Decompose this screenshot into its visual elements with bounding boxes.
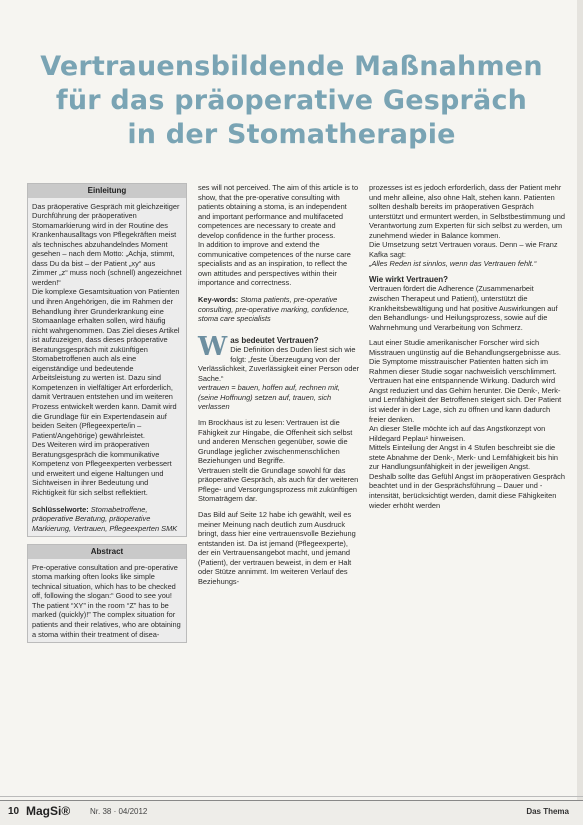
abstract-keywords-label: Key-words:: [198, 295, 239, 305]
vertrauen-paragraph-1: Die Definition des Duden liest sich wie folgt: „feste Überzeugung von der Verlässlichkeit, Zuverlässigkeit einer Person oder Sache.“: [198, 345, 360, 383]
abstract-paragraph-1: Pre-operative consultation and pre-operative stoma marking often looks like simple technical situation, which has to be checked off, following the slogan:“ Good to see you! The patient “XY” in the room “Z” has to be marked (quickly)!” The complex situation for patients and their relatives, who are obtaining a stoma within their treatment of disea-: [32, 562, 181, 639]
wie-wirkt-heading: Wie wirkt Vertrauen?: [369, 274, 449, 284]
title-line-2: für das präoperative Gespräch: [55, 85, 528, 116]
col3-paragraph-3: Vertrauen fördert die Adherence (Zusammenarbeit zwischen Therapeut und Patient), unterstützt die Krankheitsbewältigung und hat positive Auswirkungen auf den Behandlungs- und Heilungsprozess, sowie auf die Wahrnehmung und Verarbeitung von Schmerz.: [369, 284, 558, 332]
vertrauen-paragraph-2: Im Brockhaus ist zu lesen: Vertrauen ist die Fähigkeit zur Hingabe, die Offenheit sich selbst und anderen Menschen gegenüber, sowie die Grundlage jeglicher zwischenmenschlichen Beziehungen und Begriffe.: [198, 418, 353, 466]
article-title: [0, 50, 583, 152]
keywords-text: Stomabetroffene, präoperative Beratung, präoperative Markierung, Vertrauen, Pflegeexperten SMK: [32, 504, 178, 533]
vertrauen-section: [198, 331, 360, 587]
col3-paragraph-4: Laut einer Studie amerikanischer Forscher wird sich Misstrauen ungünstig auf die Behandlungsergebnisse aus. Die Symptome misstrauischer Patienten hatten sich im Rahmen dieser Studie sogar nachweislich verschlimmert.: [369, 338, 561, 376]
col3-paragraph-1: prozesses ist es jedoch erforderlich, dass der Patient mehr und mehr alleine, also ohne Halt, stehen kann. Patienten sollten deshalb bereits im präoperativen Gespräch unterstützt und ermuntert werden, in Selbstbestimmung und Verantwortung zum Experten für sich selbst zu werden, um zunehmend wieder in Balance kommen.: [369, 183, 565, 240]
einleitung-paragraph-3: Des Weiteren wird im präoperativen Beratungsgespräch die kommunikative Kompetenz von Pflegeexperten verbessert und erweitert und eigene Haltungen und Sichtweisen in ihrer Bedeutung und Richtigkeit für sich selbst reflektiert.: [32, 440, 172, 497]
keywords-label: Schlüsselworte:: [32, 504, 89, 514]
einleitung-keywords: [32, 505, 182, 534]
column-1: [27, 183, 187, 643]
page-number: 10: [8, 806, 20, 817]
col3-paragraph-6: An dieser Stelle möchte ich auf das Angstkonzept von Hildegard Peplau¹ hinweisen.: [369, 424, 546, 443]
einleitung-heading: Einleitung: [28, 184, 186, 198]
vertrauen-paragraph-4: Das Bild auf Seite 12 habe ich gewählt, weil es meiner Meinung nach deutlich zum Ausdruck bringt, dass hier eine vertrauensvolle Beziehung entstanden ist. Da ist jemand (Pflegeexperte), der ein Vertrauensangebot macht, und jemand (Patient), der vertrauen beweist, in dem er Halt oder Stütze annimmt. Im weiteren Verlauf des Beziehungs-: [198, 509, 356, 586]
abstract-keywords: [198, 295, 360, 324]
einleitung-paragraph-2: Die komplexe Gesamtsituation von Patienten und ihren Angehörigen, die im Rahmen der Behandlung ihrer Grunderkrankung eine Stomaanlage erhalten sollen, wird häufig nicht wahrgenommen. Das Ziel dieses Artikel ist aufzuzeigen, dass dieses präoperative Beratungsgespräch mit zukünftigen Stomabetroffenen auch als eine eigenständige und bedeutende Arbeitsleistung zu werten ist. Dazu sind Kompetenzen in vielfältiger Art erforderlich, damit Vertrauen entstehen und im weiteren Prozess entwickelt werden kann. Damit wird die Grundlage für ein Expertendasein auf beiden Seiten (Pflegeexperte/in – Patient/Angehörige) gewährleistet.: [32, 287, 180, 440]
issue-info: Nr. 38 · 04/2012: [90, 807, 148, 816]
vertrauen-paragraph-3: Vertrauen stellt die Grundlage sowohl für das präoperative Gespräch, als auch für der weiteren Pflege- und Versorgungsprozess mit zukünftigen Stomaträgern dar.: [198, 465, 359, 504]
vertrauen-quote: vertrauen = bauen, hoffen auf, rechnen mit, (seine Hoffnung) setzen auf, trauen, sich verlassen: [198, 383, 340, 412]
col3-paragraph-5: Vertrauen hat eine entspannende Wirkung. Dadurch wird Angst reduziert und das Gehirn herunter. Die Denk-, Merk- und Lernfähigkeit der Betroffenen steigert sich. Der Patient ist wieder in der Lage, sich zu öffnen und kann dadurch freier denken.: [369, 376, 562, 424]
einleitung-box: [27, 183, 187, 537]
col3-paragraph-7: Mittels Einteilung der Angst in 4 Stufen beschreibt sie die stete Abnahme der Denk-, Merk- und Lernfähigkeit bis hin zur Handlungsunfähigkeit in der jeweiligen Angst.: [369, 443, 558, 472]
abstract-heading: Abstract: [28, 545, 186, 559]
title-line-1: Vertrauensbildende Maßnahmen: [40, 51, 543, 82]
abstract-paragraph-3: In addition to improve and extend the communicative competences of the nurse care specialists and as an inspiration, to reflect the own attitudes and perspectives within their importance and correctness.: [198, 240, 351, 288]
page-footer: [0, 800, 583, 825]
title-line-3: in der Stomatherapie: [127, 119, 456, 150]
col3-paragraph-8: Deshalb sollte das Gefühl Angst im präoperativen Gespräch beachtet und in der Gesprächsführung – Dauer und -intensität, berücksichtigt werden, damit diese Fähigkeiten wieder erhöht werden: [369, 471, 565, 510]
section-name: Das Thema: [526, 807, 569, 816]
column-3: [369, 183, 565, 510]
abstract-paragraph-2: ses will not perceived. The aim of this article is to show, that the pre-operative consulting with patients obtaining a stoma, is an independent and important performance and multifaceted competences are necessary to create and develop confidence in the further process.: [198, 183, 359, 240]
dropcap-letter: W: [198, 331, 228, 362]
vertrauen-heading: as bedeutet Vertrauen?: [230, 335, 319, 345]
einleitung-paragraph-1: Das präoperative Gespräch mit gleichzeitiger Durchführung der präoperativen Stomamarkierung wird in der Routine des Krankenhausalltags von Pflegekräften meist als technisches abzuhandelndes Moment gesehen – nach dem Motto: „Achja, stimmt, dass Du da bist – der Patient „xy“ aus Zimmer „z“ muss noch (schnell) angezeichnet werden!“: [32, 201, 182, 287]
col3-paragraph-2: Die Umsetzung setzt Vertrauen voraus. Denn – wie Franz Kafka sagt:: [369, 240, 558, 259]
magazine-logo: MagSi®: [26, 804, 71, 818]
footer-rule: [0, 796, 583, 797]
column-2: [198, 183, 360, 586]
abstract-keywords-text: Stoma patients, pre-operative consulting, pre-operative marking, confidence, stoma care specialists: [198, 295, 350, 324]
abstract-box: [27, 544, 187, 643]
kafka-quote: „Alles Reden ist sinnlos, wenn das Vertrauen fehlt.“: [369, 259, 537, 269]
